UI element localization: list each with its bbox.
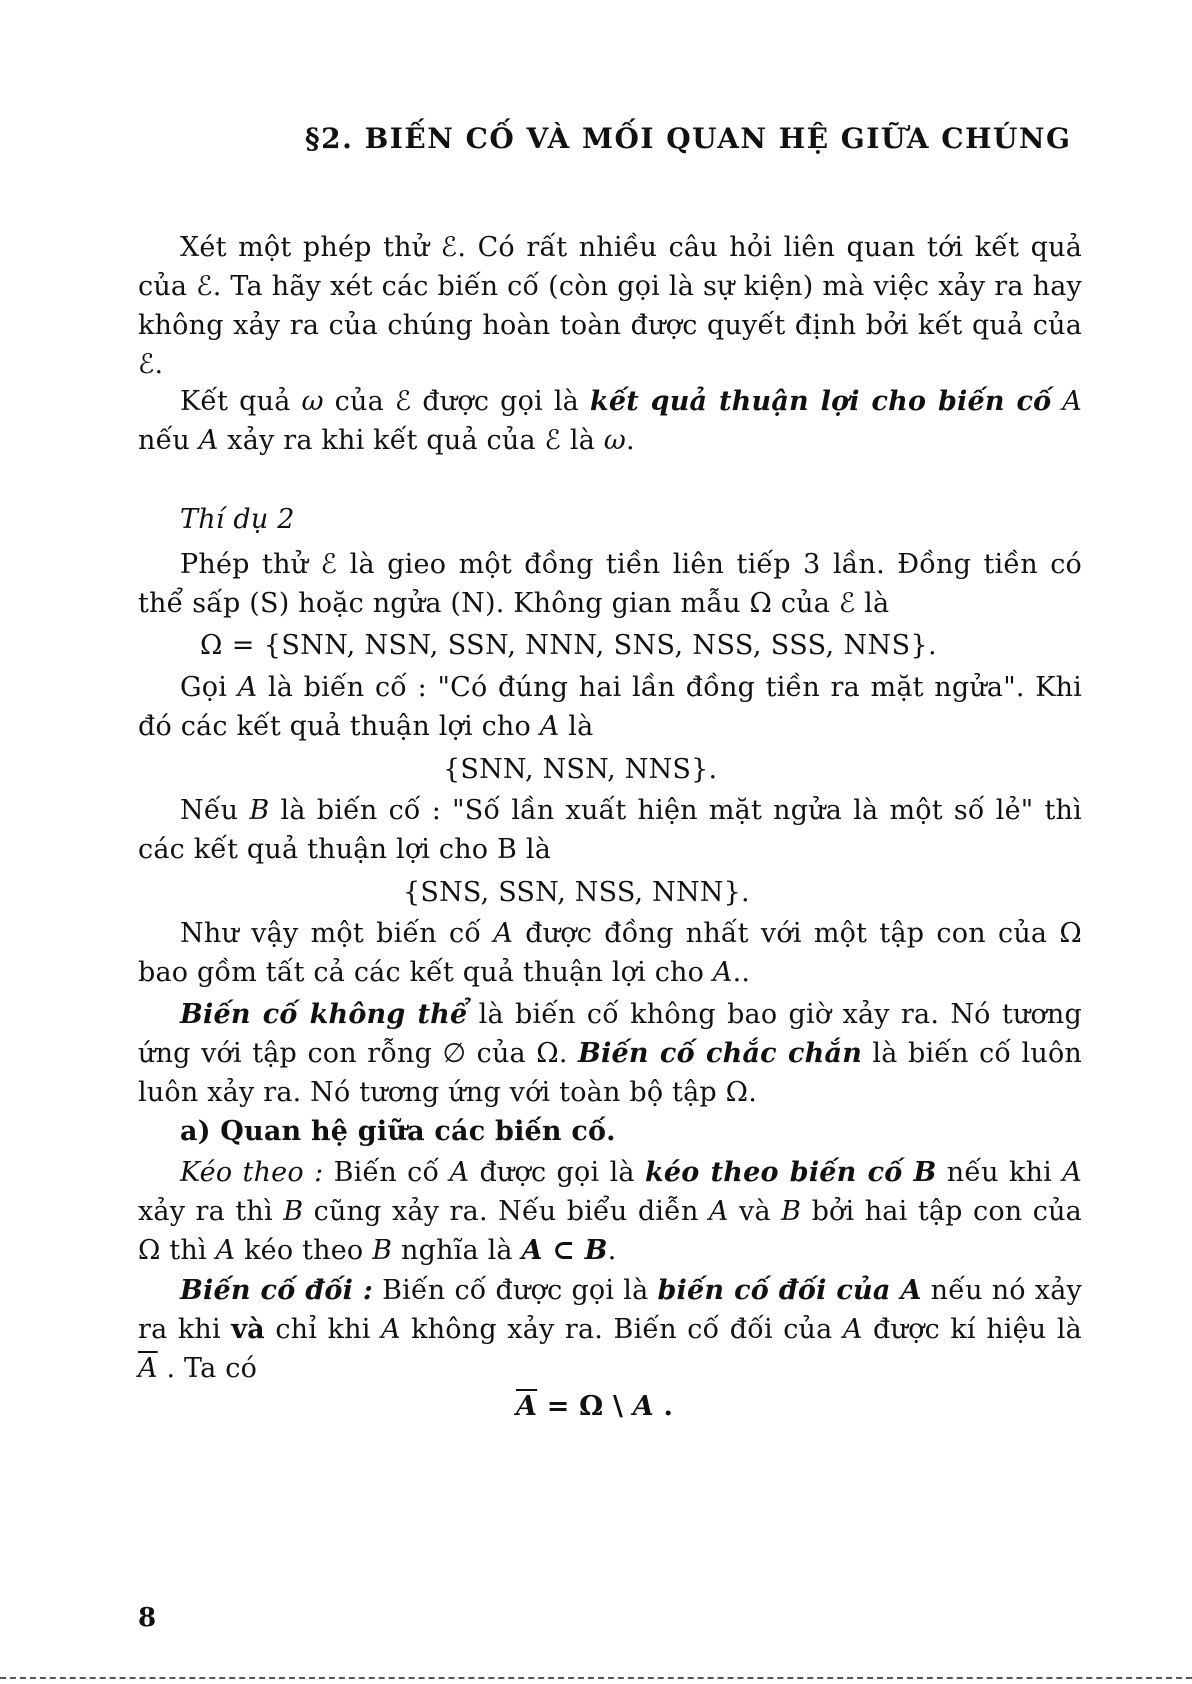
paragraph-complement: Biến cố đối : Biến cố được gọi là biến cố đối của A nếu nó xảy ra khi và chỉ khi A không xảy ra. Biến cố đối của A được kí hiệu là $\overline{A}$ . Ta có [138, 1275, 1082, 1384]
paragraph-implication: Kéo theo : Biến cố A được gọi là kéo theo biến cố B nếu khi A xảy ra thì B cũng xảy ra. Nếu biểu diễn A và B bởi hai tập con của Ω thì A kéo theo B nghĩa là A ⊂ B. [138, 1157, 1082, 1266]
paragraph-intro: Xét một phép thử ℰ. Có rất nhiều câu hỏi liên quan tới kết quả của ℰ. Ta hãy xét các biến cố (còn gọi là sự kiện) mà việc xảy ra hay không xảy ra của chúng hoàn toàn được quyết định bởi kết quả của ℰ. [138, 232, 1082, 380]
page-number: 8 [138, 1603, 157, 1633]
paragraph-event-a: Gọi A là biến cố : "Có đúng hai lần đồng tiền ra mặt ngửa". Khi đó các kết quả thuận lợi cho A là [138, 672, 1083, 742]
paragraph-favorable-outcome: Kết quả ω của ℰ được gọi là kết quả thuận lợi cho biến cố A nếu A xảy ra khi kết quả của ℰ là ω. [138, 386, 1082, 456]
paragraph-subset: Như vậy một biến cố A được đồng nhất với một tập con của Ω bao gồm tất cả các kết quả thuận lợi cho A.. [138, 918, 1082, 988]
section-title: §2. BIẾN CỐ VÀ MỐI QUAN HỆ GIỮA CHÚNG [305, 122, 1072, 155]
equation-sample-space: Ω = {SNN, NSN, SSN, NNN, SNS, NSS, SSS, NNS}. [200, 630, 938, 661]
equation-event-b: {SNS, SSN, NSS, NNN}. [403, 877, 750, 908]
equation-event-a: {SNN, NSN, NNS}. [443, 754, 718, 785]
page-bottom-edge [0, 1677, 1192, 1679]
paragraph-example: Phép thử ℰ là gieo một đồng tiền liên tiếp 3 lần. Đồng tiền có thể sấp (S) hoặc ngửa (N). Không gian mẫu Ω của ℰ là [138, 549, 1082, 619]
subsection-heading: a) Quan hệ giữa các biến cố. [180, 1116, 616, 1147]
example-heading: Thí dụ 2 [180, 504, 295, 535]
paragraph-impossible-certain: Biến cố không thể là biến cố không bao giờ xảy ra. Nó tương ứng với tập con rỗng ∅ của Ω. Biến cố chắc chắn là biến cố luôn luôn xảy ra. Nó tương ứng với toàn bộ tập Ω. [138, 999, 1083, 1108]
equation-complement: $\overline{A} = \Omega$ \ A . [516, 1391, 674, 1422]
paragraph-event-b: Nếu B là biến cố : "Số lần xuất hiện mặt ngửa là một số lẻ" thì các kết quả thuận lợi cho B là [138, 795, 1082, 865]
